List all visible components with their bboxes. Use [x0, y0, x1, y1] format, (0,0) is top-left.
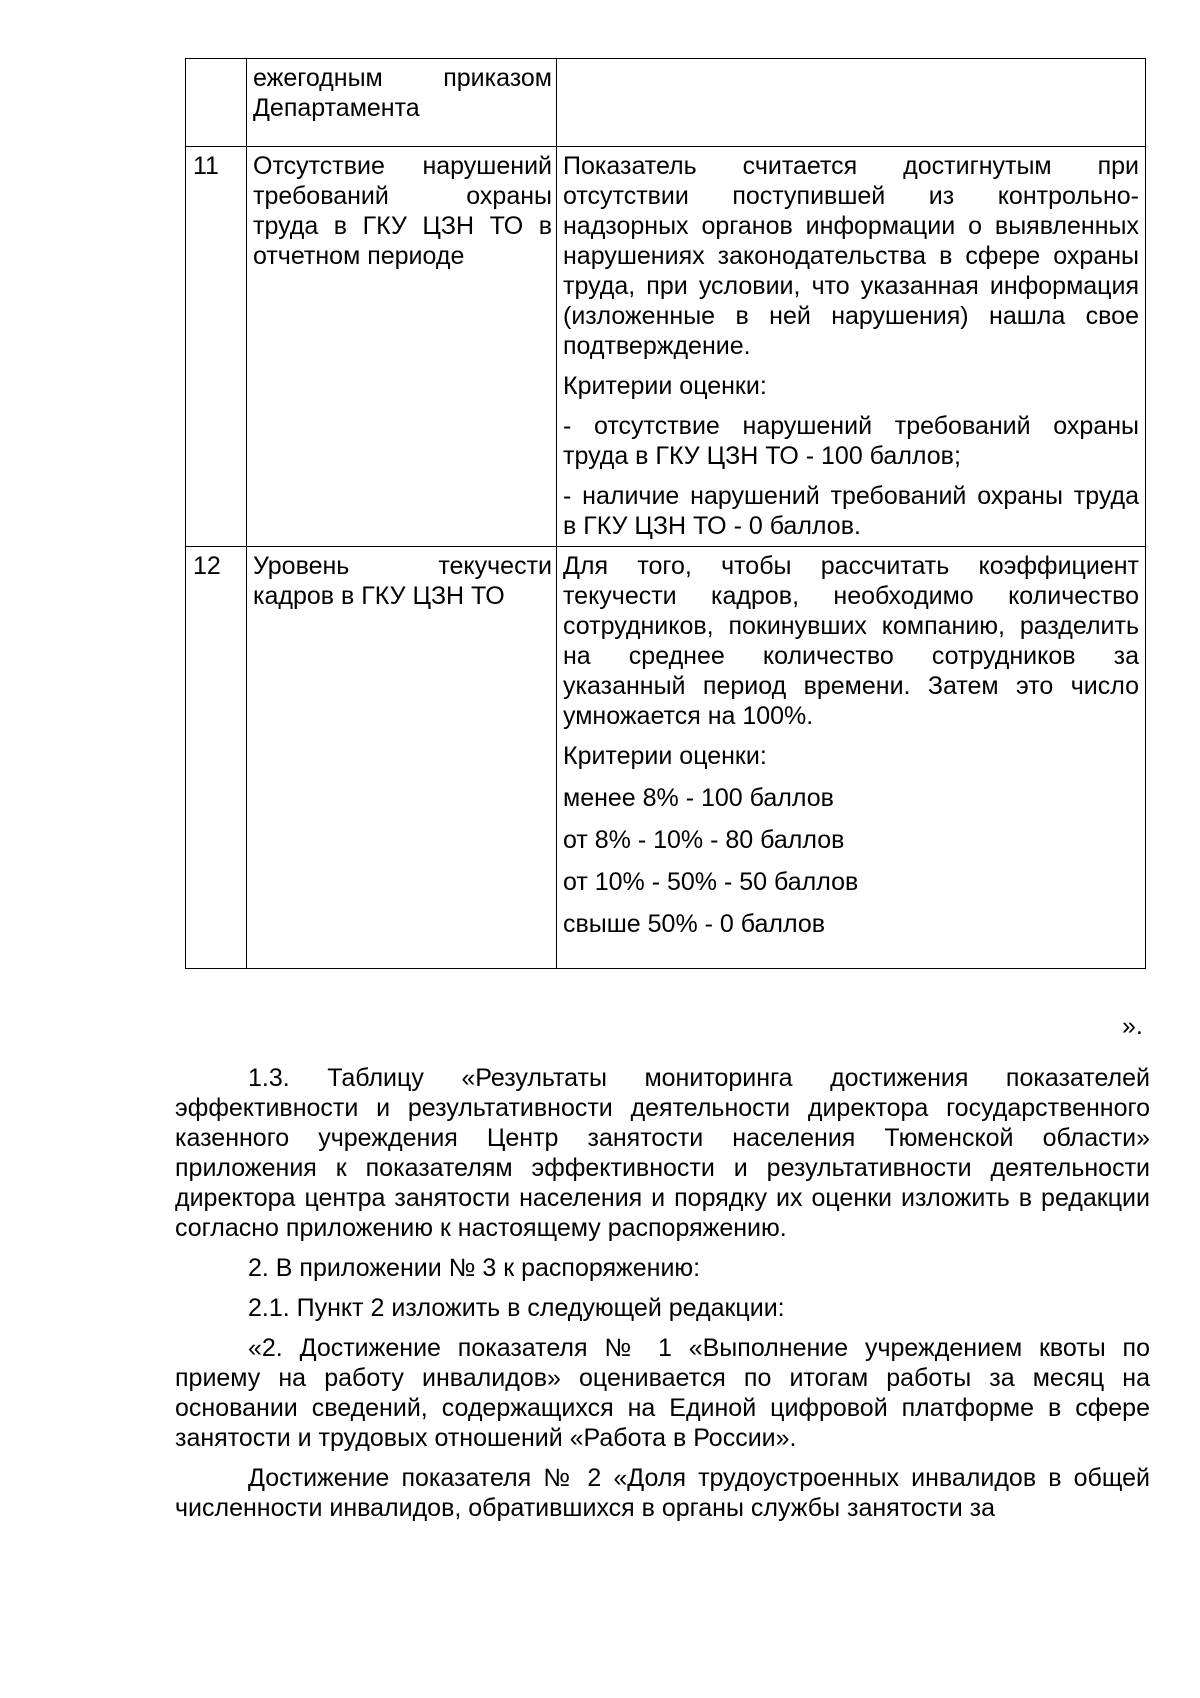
indicator-name-cell [247, 59, 557, 147]
row-number: 12 [193, 552, 221, 580]
row-number: 11 [193, 152, 219, 180]
row-number-cell [186, 147, 247, 547]
paragraph: 2. В приложении № 3 к распоряжению: [248, 1254, 701, 1282]
paragraph: «2. Достижение показателя № 1 «Выполнение учреждением квоты по приему на работу инвалидов» оценивается по итогам работы за месяц на основании сведений, содержащихся на Единой цифровой платформе в сфере занятости и трудовых отношений «Работа в России». [175, 1334, 1150, 1452]
row-number-cell [186, 59, 247, 147]
indicator-name: ежегодным приказом Департамента [253, 64, 552, 122]
row-number-cell [186, 547, 247, 969]
criterion-item: - отсутствие нарушений требований охраны труда в ГКУ ЦЗН ТО - 100 баллов; [563, 412, 1139, 470]
table-row-11 [186, 147, 1146, 547]
criterion-item: свыше 50% - 0 баллов [563, 910, 826, 938]
criteria-table [185, 58, 1146, 969]
paragraph: Достижение показателя № 2 «Доля трудоустроенных инвалидов в общей численности инвалидов, обратившихся в органы службы занятости за [175, 1464, 1150, 1522]
criterion-item: от 10% - 50% - 50 баллов [563, 868, 859, 896]
criteria-label: Критерии оценки: [563, 372, 767, 400]
indicator-description: Для того, чтобы рассчитать коэффициент текучести кадров, необходимо количество сотрудников, покинувших компанию, разделить на среднее количество сотрудников за указанный период времени. Затем это число умножается на 100%. [563, 552, 1139, 730]
indicator-description-cell [557, 59, 1146, 147]
criterion-item: от 8% - 10% - 80 баллов [563, 826, 845, 854]
criterion-item: менее 8% - 100 баллов [563, 784, 834, 812]
table-row-12 [186, 547, 1146, 969]
indicator-name: Уровень текучести кадров в ГКУ ЦЗН ТО [253, 552, 552, 610]
indicator-description-cell [557, 547, 1146, 969]
criteria-label: Критерии оценки: [563, 742, 767, 770]
indicator-name-cell [247, 147, 557, 547]
indicator-description: Показатель считается достигнутым при отсутствии поступившей из контрольно-надзорных органов информации о выявленных нарушениях законодательства в сфере охраны труда, при условии, что указанная информация (изложенные в ней нарушения) нашла свое подтверждение. [563, 152, 1139, 360]
paragraph: 2.1. Пункт 2 изложить в следующей редакции: [248, 1294, 785, 1322]
body-text [175, 1063, 1150, 1533]
indicator-description-cell [557, 147, 1146, 547]
table-row-continued [186, 59, 1146, 147]
indicator-name: Отсутствие нарушений требований охраны труда в ГКУ ЦЗН ТО в отчетном периоде [253, 152, 552, 270]
indicator-name-cell [247, 547, 557, 969]
closing-quote: ». [1122, 1012, 1143, 1040]
paragraph: 1.3. Таблицу «Результаты мониторинга достижения показателей эффективности и результативности деятельности директора государственного казенного учреждения Центр занятости населения Тюменской области» приложения к показателям эффективности и результативности деятельности директора центра занятости населения и порядку их оценки изложить в редакции согласно приложению к настоящему распоряжению. [175, 1064, 1150, 1242]
criterion-item: - наличие нарушений требований охраны труда в ГКУ ЦЗН ТО - 0 баллов. [563, 482, 1139, 540]
